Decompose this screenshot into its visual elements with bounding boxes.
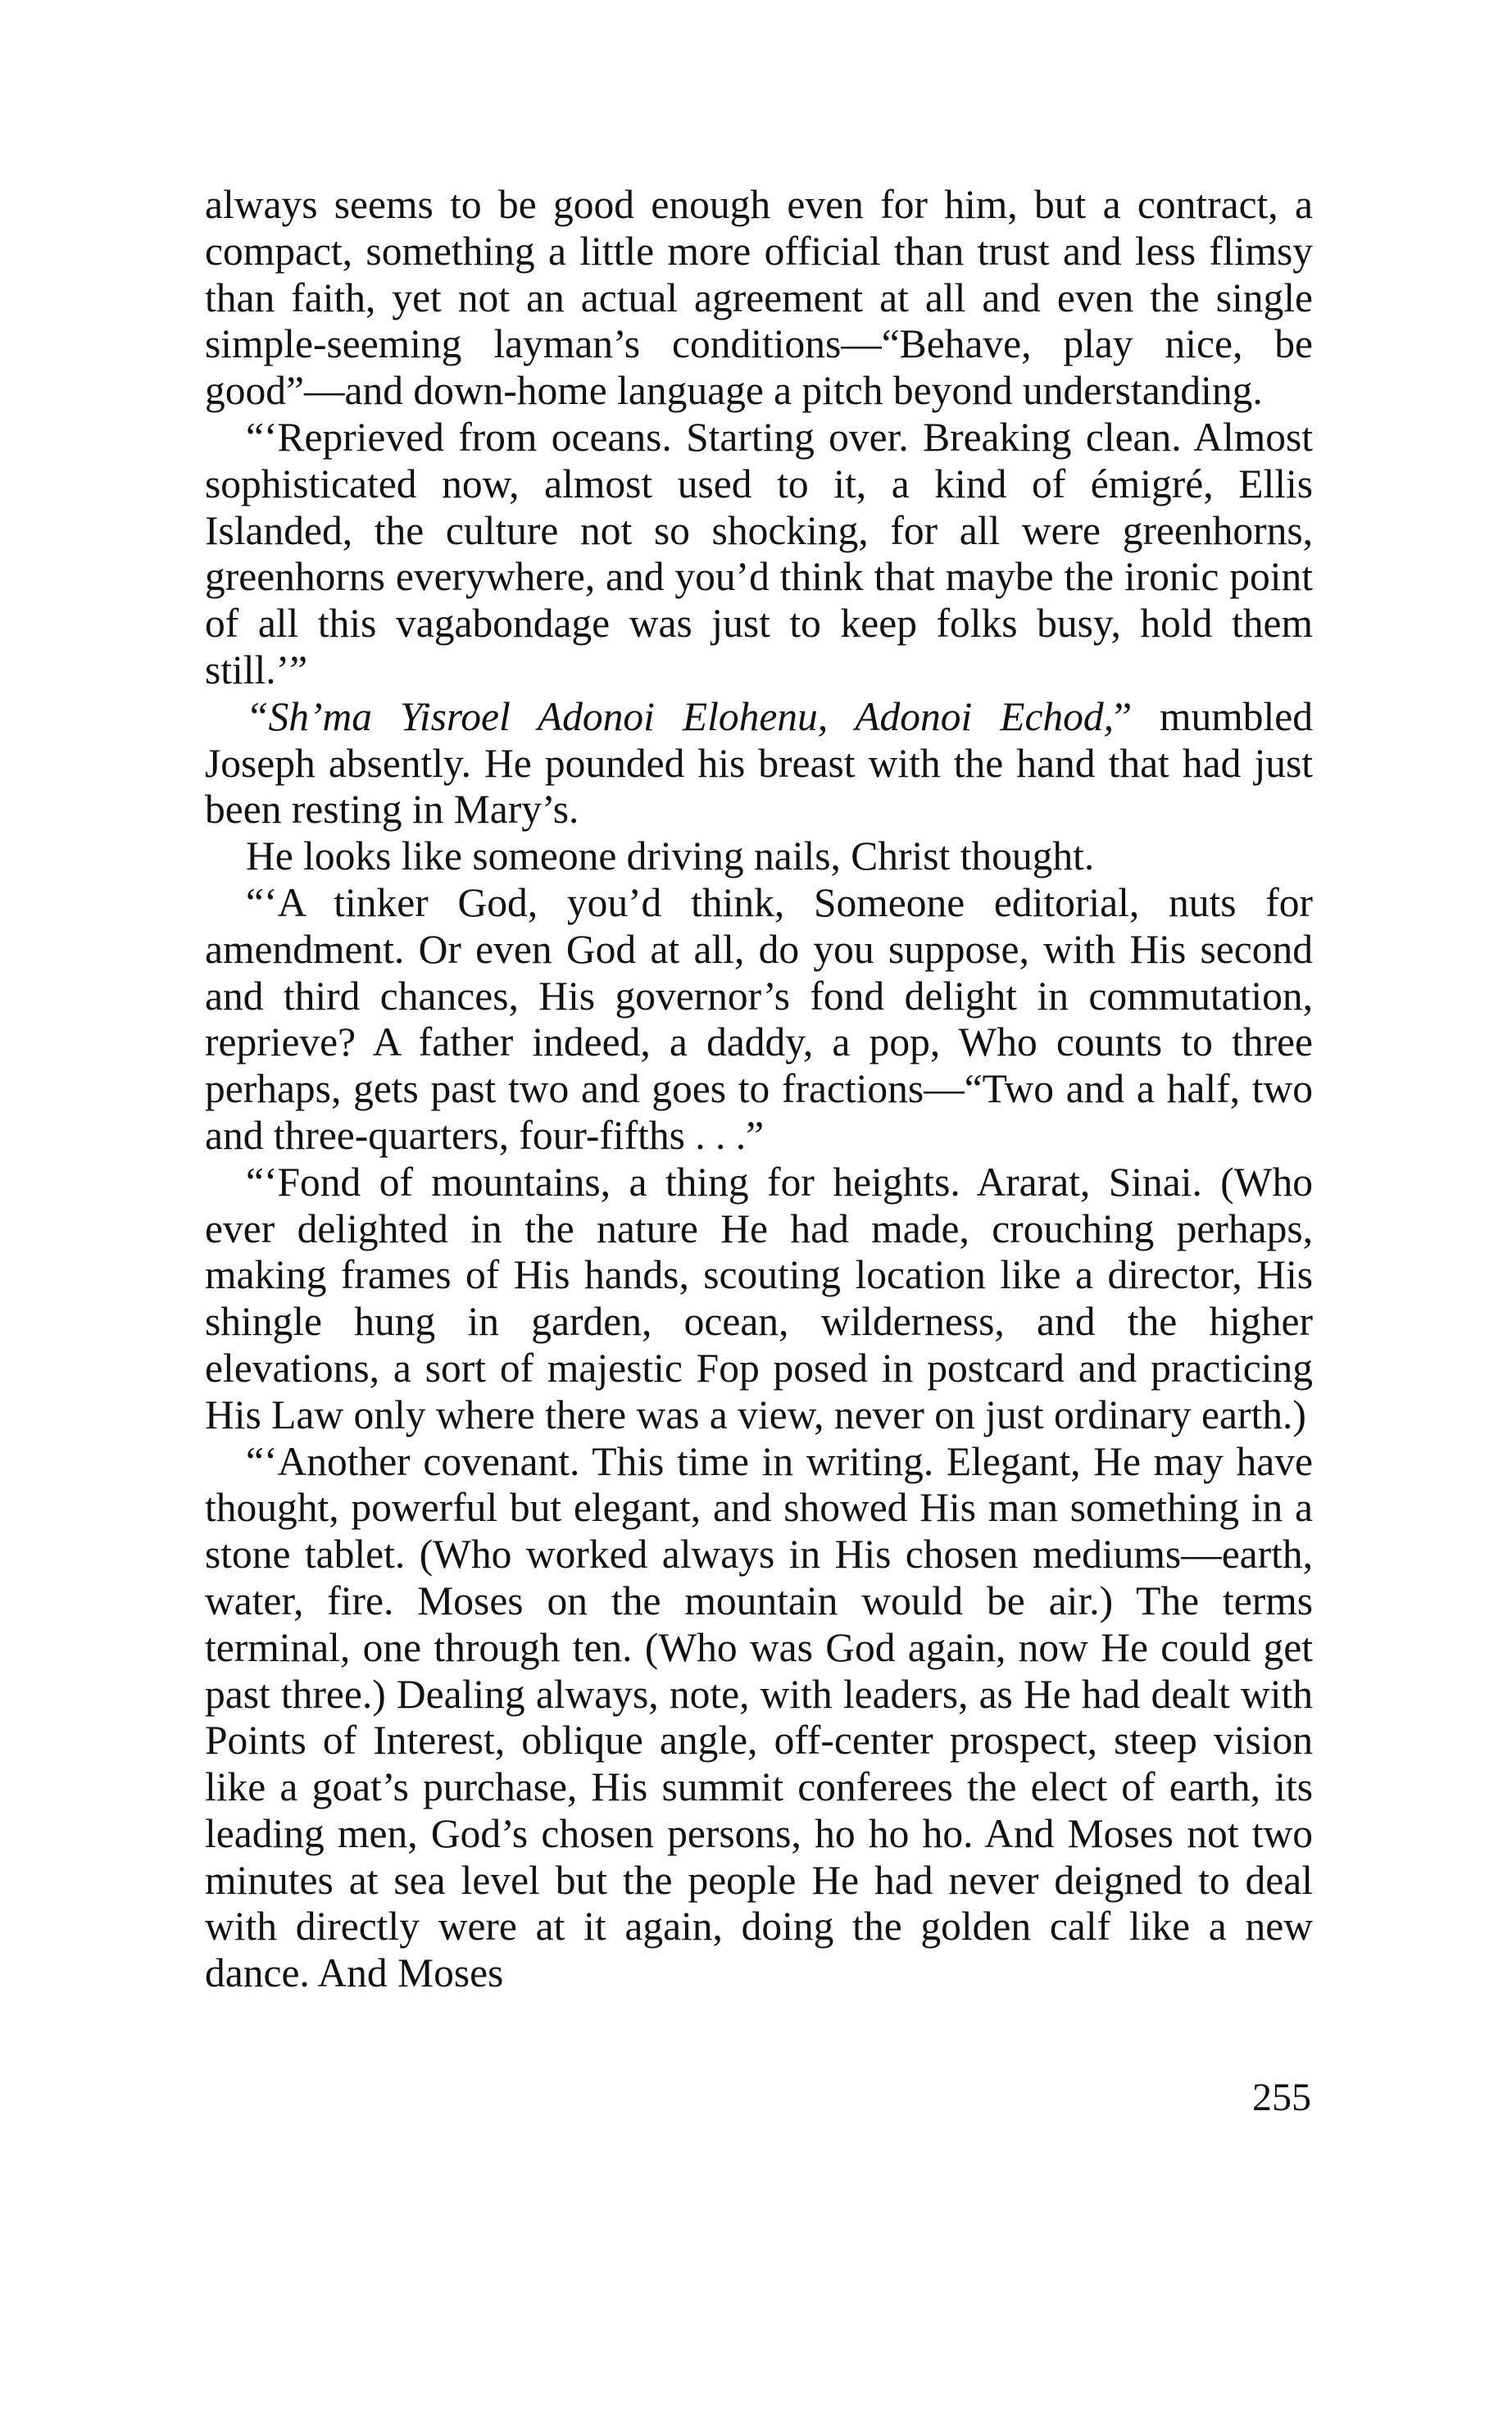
page-number: 255: [1252, 2076, 1311, 2119]
paragraph-text: “‘A tinker God, you’d think, Someone editorial, nuts for amendment. Or even God at all, do you suppose, with His second and third chances, His governor’s fond delight in commutation, reprieve? A father indeed, a daddy, a pop, Who counts to three perhaps, gets past two and goes to fractions—“Two and a half, two and three-quarters, four-fifths . . .”: [205, 879, 1313, 1158]
hebrew-prayer: “Sh’ma Yisroel Adonoi Elohenu, Adonoi Echod,: [246, 693, 1115, 739]
paragraph-text: “‘Fond of mountains, a thing for heights. Ararat, Sinai. (Who ever delighted in the nature He had made, crouching perhaps, making frames of His hands, scouting location like a director, His shingle hung in garden, ocean, wilderness, and the higher elevations, a sort of majestic Fop posed in postcard and practicing His Law only where there was a view, never on just ordinary earth.): [205, 1159, 1313, 1437]
body-text: [205, 182, 1313, 1997]
paragraph: [205, 1439, 1313, 1998]
paragraph-text: “‘Reprieved from oceans. Starting over. Breaking clean. Almost sophisticated now, almost used to it, a kind of émigré, Ellis Islanded, the culture not so shocking, for all were greenhorns, greenhorns everywhere, and you’d think that maybe the ironic point of all this vagabondage was just to keep folks busy, hold them still.’”: [205, 414, 1313, 692]
paragraph: [205, 833, 1313, 880]
paragraph: [205, 880, 1313, 1160]
paragraph: [205, 1160, 1313, 1439]
paragraph-text: always seems to be good enough even for him, but a contract, a compact, something a little more official than trust and less flimsy than faith, yet not an actual agreement at all and even the single simple-seeming layman’s conditions—“Behave, play nice, be good”—and down-home language a pitch beyond understanding.: [205, 182, 1313, 414]
paragraph: [205, 415, 1313, 694]
paragraph-text: “‘Another covenant. This time in writing. Elegant, He may have thought, powerful but elegant, and showed His man something in a stone tablet. (Who worked always in His chosen mediums—earth, water, fire. Moses on the mountain would be air.) The terms terminal, one through ten. (Who was God again, now He could get past three.) Dealing always, note, with leaders, as He had dealt with Points of Interest, oblique angle, off-center prospect, steep vision like a goat’s purchase, His summit conferees the elect of earth, its leading men, God’s chosen persons, ho ho ho. And Moses not two minutes at sea level but the people He had never deigned to deal with directly were at it again, doing the golden calf like a new dance. And Moses: [205, 1438, 1313, 1996]
paragraph-text: He looks like someone driving nails, Christ thought.: [246, 833, 1095, 879]
paragraph-text: ” mumbled Joseph absently. He pounded his breast with the hand that had just been resting in Mary’s.: [205, 693, 1313, 833]
paragraph: [205, 694, 1313, 833]
paragraph-continued: [205, 182, 1313, 415]
